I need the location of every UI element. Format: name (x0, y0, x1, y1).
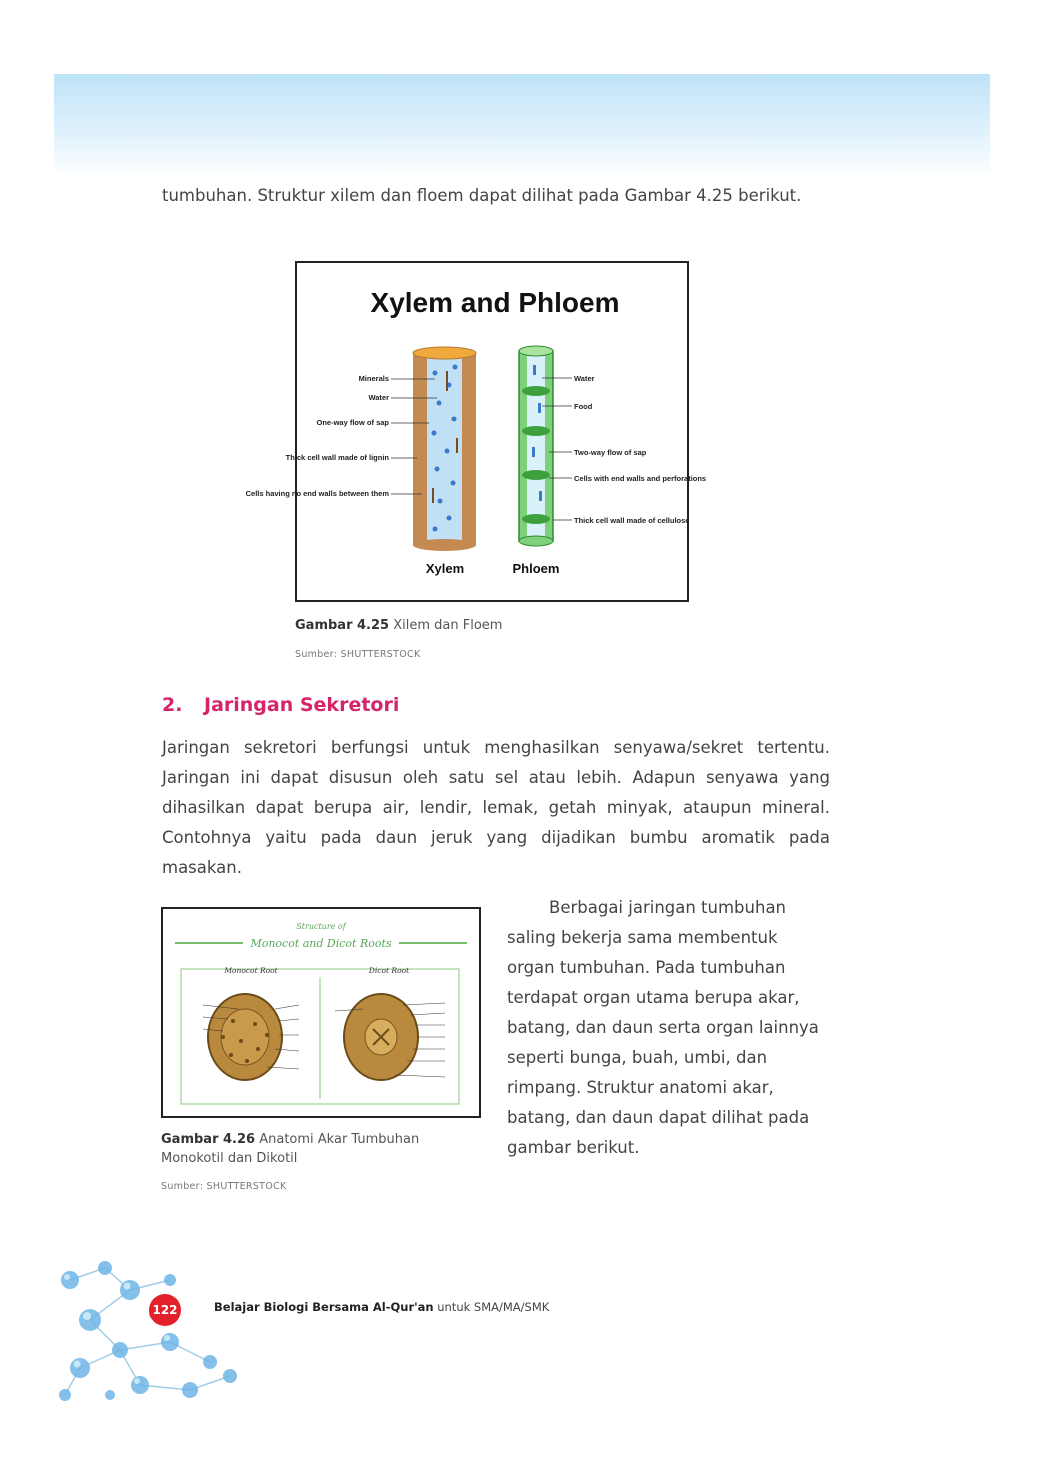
figure2-source: Sumber: SHUTTERSTOCK (161, 1181, 287, 1192)
section-body: Jaringan sekretori berfungsi untuk menghasilkan senyawa/sekret tertentu. Jaringan ini dapat disusun oleh satu sel atau lebih. Adapun senyawa yang dihasilkan dapat berupa air, lendir, lemak, getah minyak, ataupun mineral. Contohnya yaitu pada daun jeruk yang dijadikan bumbu aromatik pada masakan. (162, 738, 830, 877)
xylem-annotation-3: One-way flow of sap (316, 418, 389, 427)
monocot-root-section (203, 994, 299, 1080)
xylem-phloem-illustration (245, 263, 707, 600)
figure1-title: Xylem and Phloem (370, 287, 620, 318)
xylem-annotation-5: Cells having no end walls between them (245, 489, 389, 498)
figure-xylem-phloem (245, 261, 707, 602)
figure2-header-main: Monocot and Dicot Roots (250, 937, 392, 950)
figure1-source: Sumber: SHUTTERSTOCK (295, 649, 421, 660)
phloem-annotation-1: Water (574, 374, 595, 383)
figure1-caption: Gambar 4.25 Xilem dan Floem (295, 618, 503, 633)
monocot-label: Monocot Root (224, 966, 278, 975)
section-heading: 2. Jaringan Sekretori (162, 694, 400, 716)
phloem-annotation-3: Two-way flow of sap (574, 448, 647, 457)
side-paragraph: Berbagai jaringan tumbuhan saling bekerja sama membentuk organ tumbuhan. Pada tumbuhan terdapat organ utama berupa akar, batang, dan daun serta organ lainnya seperti bunga, buah, umbi, dan rimpang. Struktur anatomi akar, batang, dan daun dapat dilihat pada gambar berikut. (507, 898, 819, 1157)
phloem-annotation-5: Thick cell wall made of cellulose (574, 516, 690, 525)
header-band (54, 74, 990, 178)
footer-book-title: Belajar Biologi Bersama Al-Qur'an untuk SMA/MA/SMK (214, 1300, 550, 1314)
page-number-badge: 122 (149, 1294, 181, 1326)
phloem-label: Phloem (512, 561, 560, 576)
xylem-label: Xylem (425, 561, 465, 576)
phloem-annotation-2: Food (574, 402, 593, 411)
xylem-tube (413, 347, 476, 551)
xylem-annotation-2: Water (368, 393, 389, 402)
bubble-decoration (50, 1250, 250, 1410)
figure2-caption: Gambar 4.26 Anatomi Akar Tumbuhan Monokotil dan Dikotil (161, 1132, 420, 1166)
dicot-label: Dicot Root (368, 966, 410, 975)
phloem-annotation-4: Cells with end walls and perforations (574, 474, 707, 483)
phloem-tube (519, 346, 553, 546)
xylem-annotation-1: Minerals (358, 374, 389, 383)
figure-root-anatomy (161, 907, 481, 1118)
dicot-root-section (335, 994, 445, 1080)
xylem-annotation-4: Thick cell wall made of lignin (285, 453, 389, 462)
intro-paragraph: tumbuhan. Struktur xilem dan floem dapat dilihat pada Gambar 4.25 berikut. (162, 186, 802, 205)
root-anatomy-illustration (163, 909, 479, 1116)
figure2-header-small: Structure of (296, 922, 346, 931)
